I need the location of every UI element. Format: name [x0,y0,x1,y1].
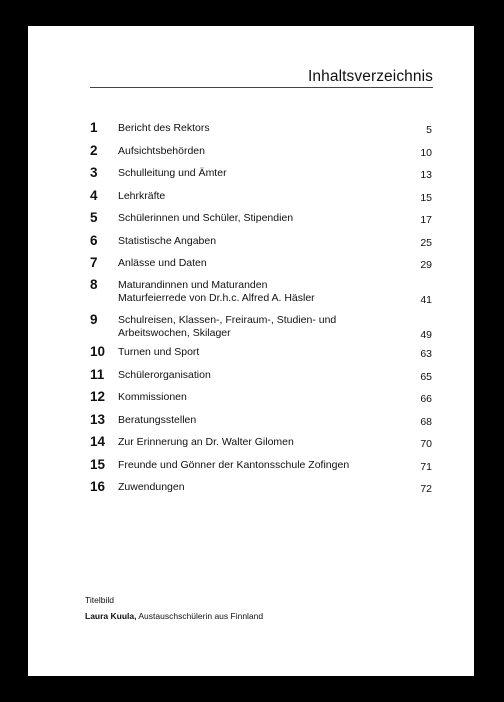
toc-page-number: 65 [420,371,432,383]
toc-title-line: Bericht des Rektors [118,122,210,134]
title-rule [90,87,433,88]
toc-title-line: Zuwendungen [118,481,185,493]
toc-page-number: 13 [420,169,432,181]
toc-number: 8 [90,277,98,292]
toc-number: 7 [90,255,98,270]
toc-title [118,145,205,158]
toc-page-number: 66 [420,393,432,405]
toc-title [118,414,196,427]
page-title: Inhaltsverzeichnis [308,68,433,85]
toc-page-number: 15 [420,192,432,204]
toc-title-line: Schülerorganisation [118,369,211,381]
toc-title-line: Maturandinnen und Maturanden [118,279,268,291]
caption-credit [85,608,263,624]
toc-page-number: 70 [420,438,432,450]
toc-page-number: 41 [420,294,432,306]
toc-title [118,212,293,225]
toc-page-number: 49 [420,329,432,341]
toc-title [118,459,349,472]
caption-name: Laura Kuula, [85,611,137,621]
toc-title [118,235,216,248]
toc-title-line: Freunde und Gönner der Kantonsschule Zofingen [118,459,350,471]
toc-page-number: 71 [420,461,432,473]
toc-title [118,369,211,382]
toc-page-number: 5 [426,124,432,136]
toc-number: 2 [90,143,98,158]
toc-number: 3 [90,165,98,180]
toc-title [118,436,294,449]
toc-number: 15 [90,457,106,472]
toc-page-number: 10 [420,147,432,159]
toc-title-line: Schulleitung und Ämter [118,167,227,179]
toc-number: 9 [90,312,98,327]
toc-number: 4 [90,188,98,203]
toc-number: 12 [90,389,106,404]
toc-title-line: Turnen und Sport [118,346,200,358]
toc-title-line: Schülerinnen und Schüler, Stipendien [118,212,294,224]
cover-caption [85,592,263,624]
toc-number: 6 [90,233,98,248]
caption-text: Austauschschülerin aus Finnland [136,611,264,621]
caption-label: Titelbild [85,595,114,605]
toc-title-line: Schulreisen, Klassen-, Freiraum-, Studien- und [118,314,337,326]
toc-title-line: Aufsichtsbehörden [118,145,205,157]
toc-number: 1 [90,120,98,135]
toc-title [118,314,336,340]
toc-title [118,391,187,404]
toc-page-number: 63 [420,348,432,360]
toc-number: 10 [90,344,106,359]
toc-title [118,190,165,203]
toc-page-number: 25 [420,237,432,249]
toc-title-line: Zur Erinnerung an Dr. Walter Gilomen [118,436,294,448]
toc-page-number: 17 [420,214,432,226]
toc-title [118,167,227,180]
toc-title [118,122,210,135]
toc-page-number: 29 [420,259,432,271]
toc-number: 13 [90,412,106,427]
toc-title-line: Kommissionen [118,391,187,403]
toc-title-line: Beratungsstellen [118,414,197,426]
toc-number: 11 [90,367,105,382]
toc-title [118,481,185,494]
toc-title [118,257,207,270]
toc-page-number: 72 [420,483,432,495]
toc-title-line: Statistische Angaben [118,235,217,247]
toc-page-number: 68 [420,416,432,428]
toc-title-line: Maturfeierrede von Dr.h.c. Alfred A. Häsler [118,292,315,304]
toc-title [118,346,199,359]
toc-number: 16 [90,479,106,494]
document-page [28,26,474,676]
toc-title-line: Arbeitswochen, Skilager [118,327,231,339]
toc-number: 14 [90,434,106,449]
toc-title-line: Anlässe und Daten [118,257,207,269]
toc-title-line: Lehrkräfte [118,190,166,202]
toc-title [118,279,315,305]
toc-number: 5 [90,210,98,225]
